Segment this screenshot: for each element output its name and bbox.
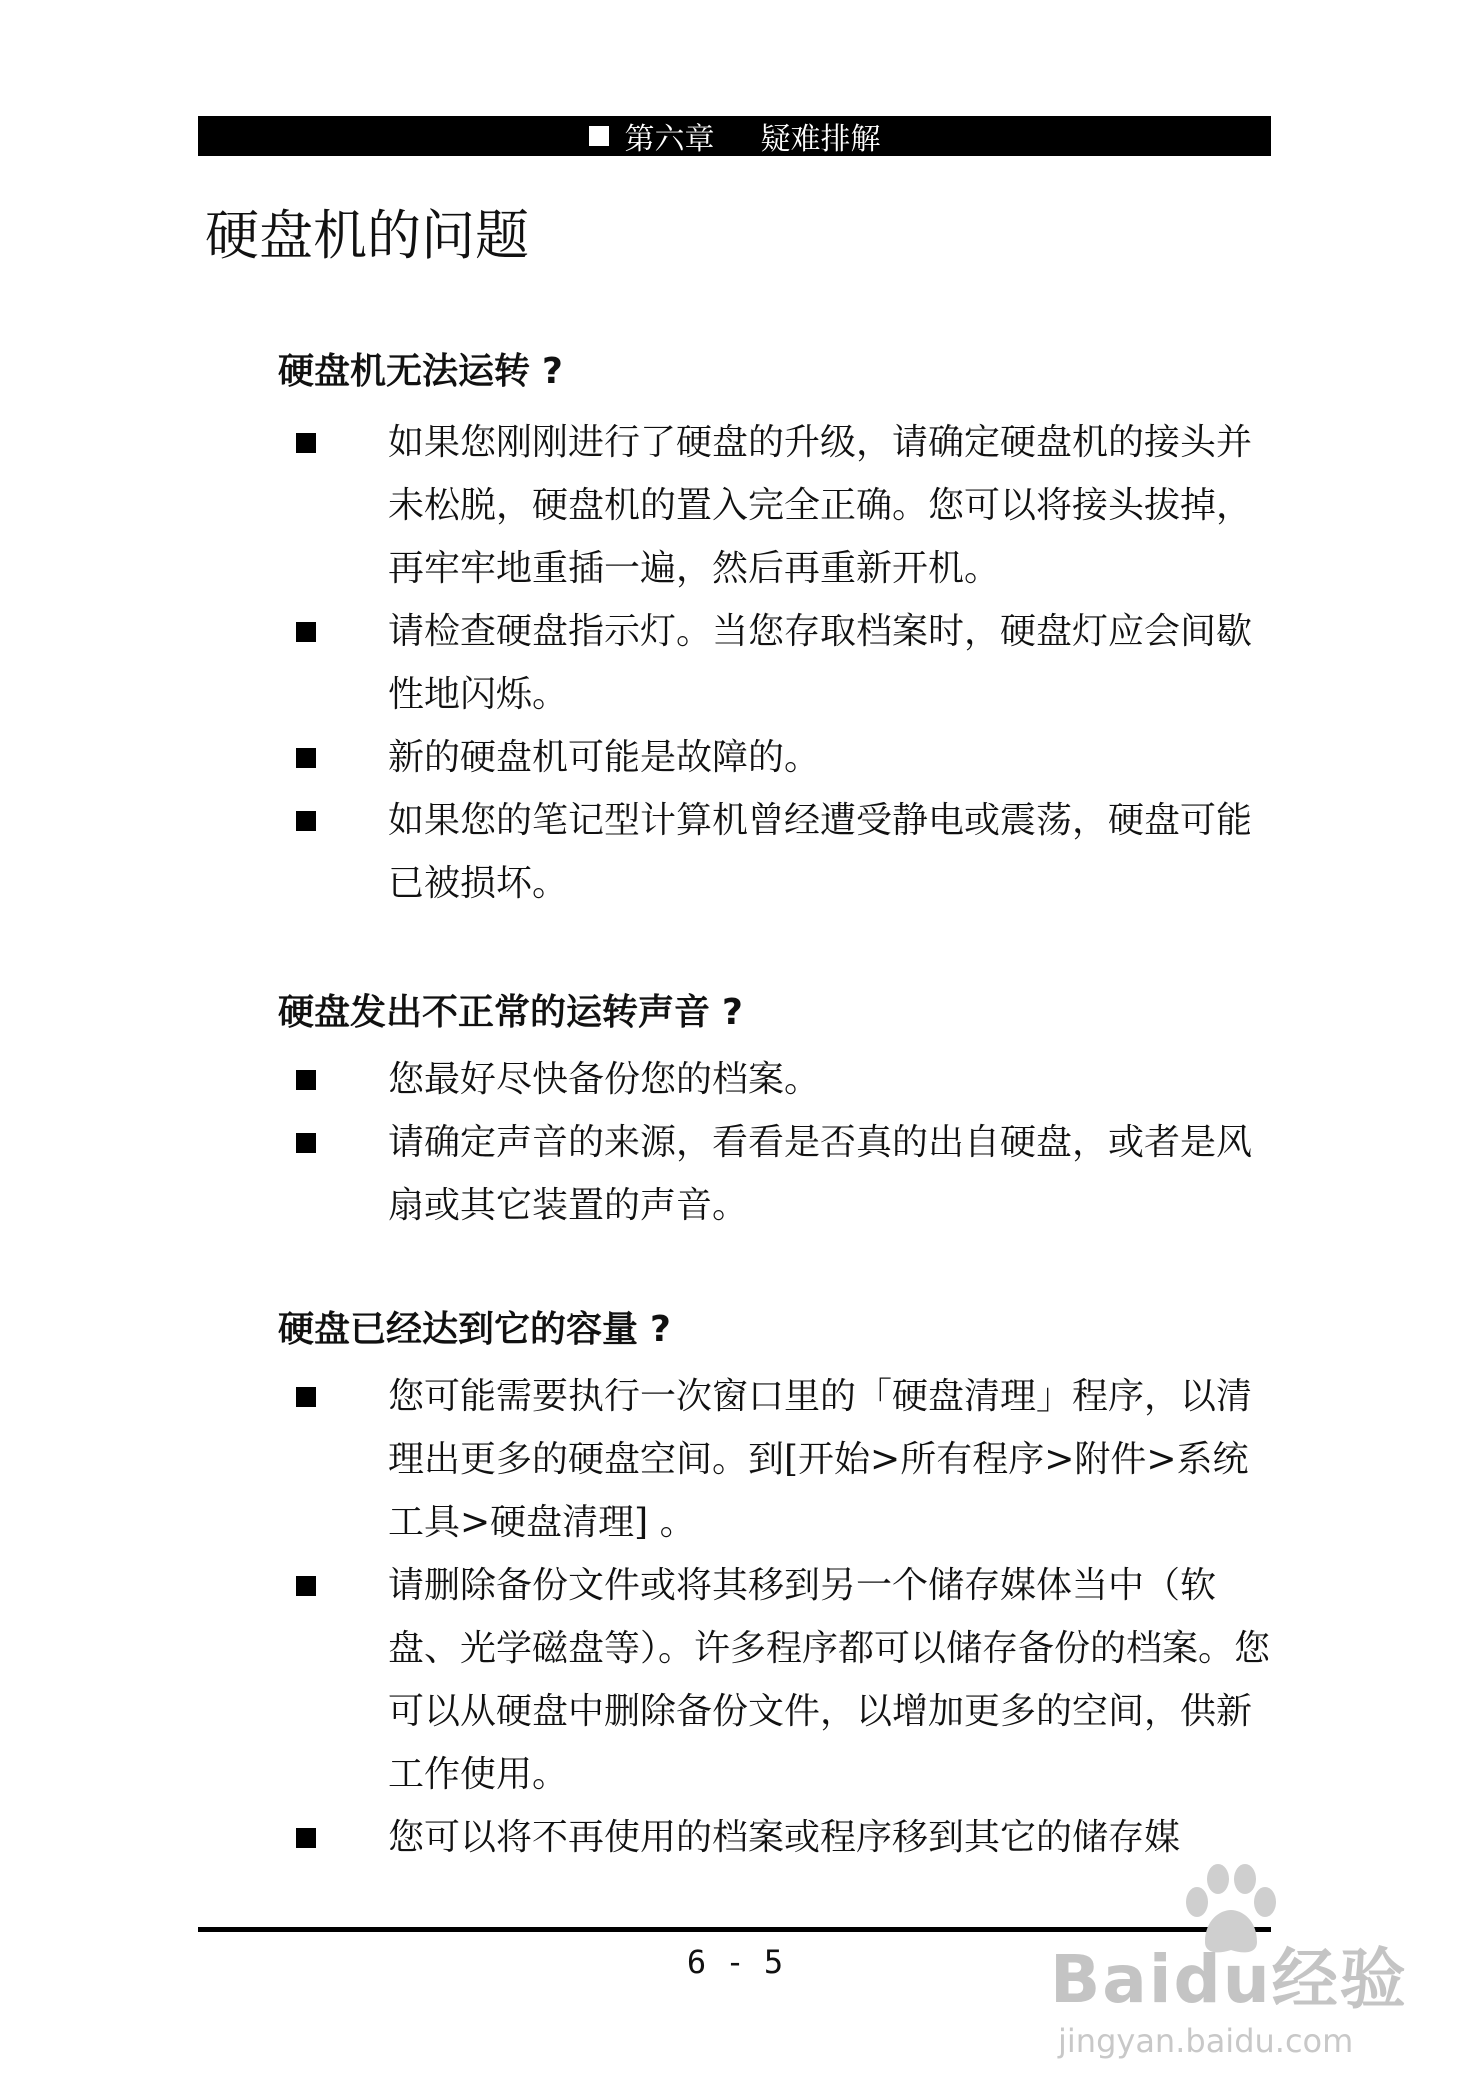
- list-item-text: 请确定声音的来源，看看是否真的出自硬盘，或者是风扇或其它装置的声音。: [388, 1122, 1253, 1226]
- chapter-header-bar: [198, 116, 1271, 156]
- square-bullet-icon: [296, 1828, 316, 1848]
- list-item: [278, 789, 1281, 915]
- square-bullet-icon: [296, 1576, 316, 1596]
- square-bullet-icon: [296, 1133, 316, 1153]
- list-item-text: 您可以将不再使用的档案或程序移到其它的储存媒: [388, 1817, 1181, 1858]
- list-item: [278, 726, 1281, 789]
- section-heading-text: 硬盘发出不正常的运转声音: [278, 992, 711, 1033]
- page-number: 6 - 5: [686, 1943, 784, 1981]
- square-bullet-icon: [296, 622, 316, 642]
- section-disk-full: [278, 1305, 1278, 1869]
- section-heading: [278, 347, 1278, 397]
- section-abnormal-noise: [278, 988, 1278, 1237]
- square-bullet-icon: [296, 1070, 316, 1090]
- list-item: [278, 1554, 1281, 1806]
- question-mark: ?: [542, 351, 563, 392]
- bullet-list: [278, 1365, 1278, 1869]
- list-item-text: 您最好尽快备份您的档案。: [388, 1059, 821, 1100]
- square-bullet-icon: [589, 126, 609, 146]
- list-item: [278, 1111, 1281, 1237]
- watermark-logo: Baidu经验: [1050, 1941, 1408, 2018]
- chapter-number: 第六章: [624, 122, 715, 157]
- bullet-list: [278, 1048, 1278, 1237]
- section-drive-not-working: [278, 347, 1278, 915]
- list-item-text: 您可能需要执行一次窗口里的「硬盘清理」程序，以清理出更多的硬盘空间。到[开始>所有程序>附件>系统工具>硬盘清理] 。: [388, 1376, 1253, 1543]
- section-heading: [278, 1305, 1278, 1355]
- section-heading-text: 硬盘机无法运转: [278, 351, 531, 392]
- list-item-text: 如果您刚刚进行了硬盘的升级，请确定硬盘机的接头并未松脱，硬盘机的置入完全正确。您可以将接头拔掉，再牢牢地重插一遍，然后再重新开机。: [388, 422, 1253, 589]
- list-item: [278, 1365, 1281, 1554]
- list-item: [278, 600, 1281, 726]
- list-item: [278, 411, 1281, 600]
- list-item-text: 如果您的笔记型计算机曾经遭受静电或震荡，硬盘可能已被损坏。: [388, 800, 1253, 904]
- square-bullet-icon: [296, 748, 316, 768]
- question-mark: ?: [650, 1309, 671, 1350]
- question-mark: ?: [722, 992, 743, 1033]
- chapter-title: 疑难排解: [760, 122, 881, 157]
- square-bullet-icon: [296, 433, 316, 453]
- list-item-text: 请检查硬盘指示灯。当您存取档案时，硬盘灯应会间歇性地闪烁。: [388, 611, 1253, 715]
- section-heading: [278, 988, 1278, 1038]
- list-item-text: 新的硬盘机可能是故障的。: [388, 737, 821, 778]
- list-item: [278, 1048, 1281, 1111]
- square-bullet-icon: [296, 1387, 316, 1407]
- bullet-list: [278, 411, 1278, 915]
- watermark-url: jingyan.baidu.com: [1058, 2022, 1354, 2060]
- square-bullet-icon: [296, 811, 316, 831]
- list-item: [278, 1806, 1281, 1869]
- baidu-watermark: [1050, 1862, 1460, 2077]
- section-heading-text: 硬盘已经达到它的容量: [278, 1309, 639, 1350]
- list-item-text: 请删除备份文件或将其移到另一个储存媒体当中（软盘、光学磁盘等）。许多程序都可以储存备份的档案。您可以从硬盘中删除备份文件，以增加更多的空间，供新工作使用。: [388, 1565, 1271, 1795]
- page-title: 硬盘机的问题: [205, 204, 529, 267]
